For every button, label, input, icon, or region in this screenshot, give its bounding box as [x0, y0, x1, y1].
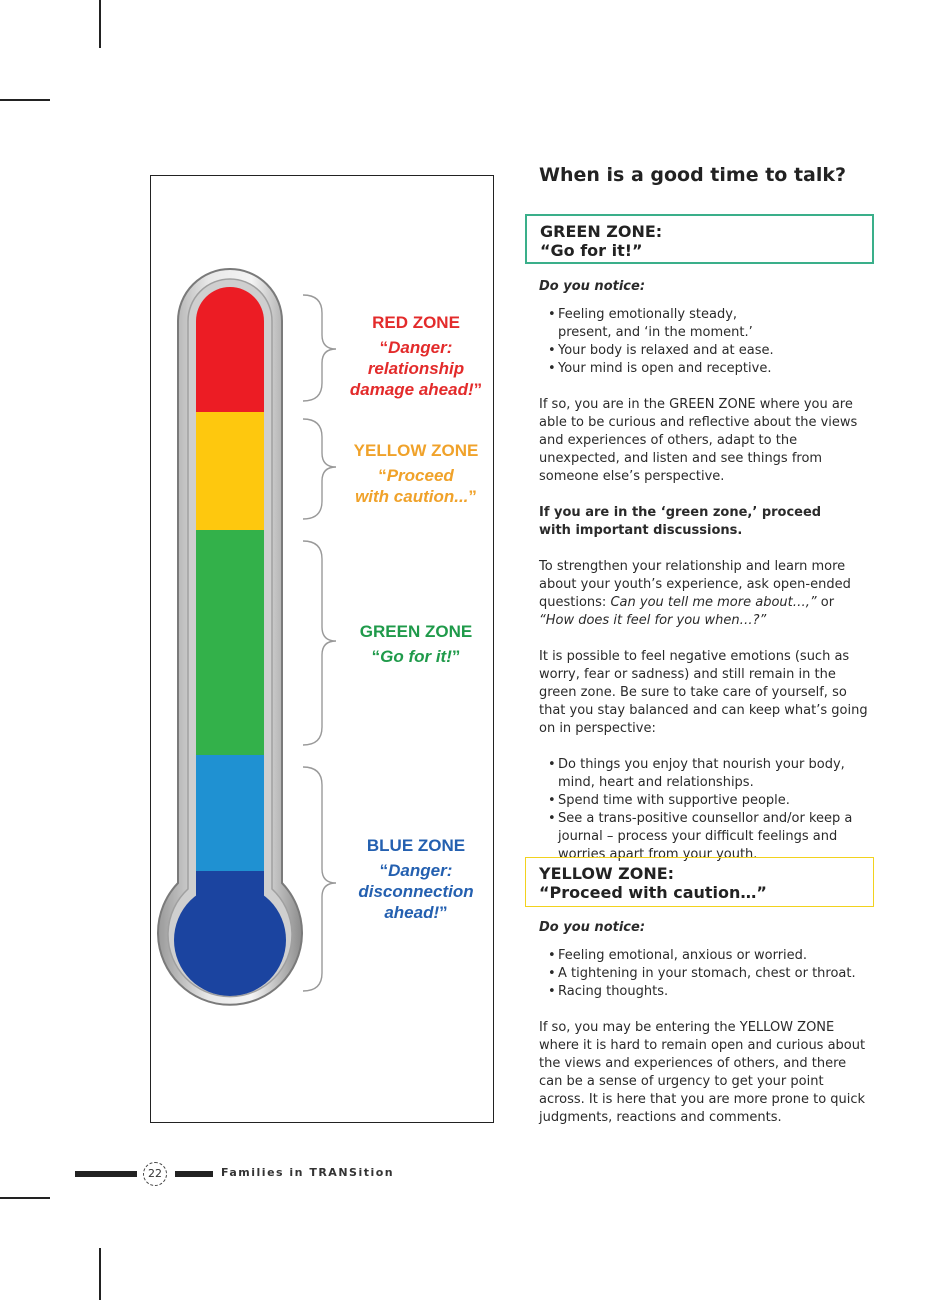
- green-zone-subheading: “Go for it!”: [540, 241, 643, 260]
- list-item: • Spend time with supportive people.: [539, 792, 874, 810]
- list-item: • Feeling emotional, anxious or worried.: [539, 947, 869, 965]
- blue-zone-name: BLUE ZONE: [366, 836, 466, 855]
- yellow-zone-fill: [196, 412, 264, 530]
- footer-bar-right: [175, 1171, 213, 1177]
- green-paragraph-3: It is possible to feel negative emotions (such as worry, fear or sadness) and still remain in the green zone. Be sure to take care of yourself, so that you stay balanced and can keep what’s going on in perspective:: [539, 649, 868, 736]
- green-zone-label: [331, 621, 501, 667]
- list-item: • Racing thoughts.: [539, 983, 869, 1001]
- yellow-zone-label: [331, 440, 501, 507]
- green-paragraph-1: If so, you are in the GREEN ZONE where you are able to be curious and reflective about the views and experiences of others, adapt to the unexpected, and listen and see things from someone else’s perspective.: [539, 397, 858, 484]
- green-zone-fill: [196, 530, 264, 755]
- yellow-zone-name: YELLOW ZONE: [353, 441, 479, 460]
- red-zone-name: RED ZONE: [372, 313, 460, 332]
- green-zone-heading: GREEN ZONE:: [540, 222, 663, 241]
- green-selfcare-list: [539, 756, 874, 864]
- blue-zone-quote: “Danger: disconnection ahead!”: [358, 861, 474, 922]
- page-title: When is a good time to talk?: [539, 164, 847, 186]
- yellow-zone-body: [539, 919, 879, 1127]
- yellow-zone-heading-box: [525, 857, 874, 907]
- yellow-paragraph-1: If so, you may be entering the YELLOW ZONE where it is hard to remain open and curious about the views and experiences of others, and there can be a sense of urgency to get your point across. It is here that you are more prone to quick judgments, reactions and comments.: [539, 1020, 866, 1125]
- crop-mark: [0, 1197, 50, 1199]
- red-zone-fill: [196, 285, 264, 412]
- list-item: • See a trans-positive counsellor and/or keep a journal – process your difficult feelings and worries apart from your youth.: [539, 810, 874, 864]
- list-item: • Your body is relaxed and at ease.: [539, 342, 784, 360]
- crop-mark: [99, 1248, 101, 1300]
- yellow-notice-heading: Do you notice:: [539, 920, 646, 935]
- crop-mark: [0, 99, 50, 101]
- light-blue-zone-fill: [196, 755, 264, 873]
- red-zone-label: [331, 312, 501, 400]
- footer-title: Families in TRANSition: [221, 1166, 395, 1179]
- footer-bar-left: [75, 1171, 137, 1177]
- green-zone-name: GREEN ZONE: [359, 622, 473, 641]
- green-notice-heading: Do you notice:: [539, 279, 646, 294]
- crop-mark: [99, 0, 101, 48]
- green-paragraph-2: To strengthen your relationship and learn more about your youth’s experience, ask open-ended questions: Can you tell me more about…,” or “How does it feel for you when…?”: [539, 559, 851, 628]
- yellow-notice-list: [539, 947, 869, 1001]
- green-notice-list: [539, 306, 784, 378]
- green-zone-heading-box: [525, 214, 874, 264]
- yellow-zone-heading: YELLOW ZONE:: [539, 864, 675, 883]
- list-item: • A tightening in your stomach, chest or throat.: [539, 965, 869, 983]
- green-zone-body: [539, 278, 879, 864]
- green-zone-quote: “Go for it!”: [371, 647, 461, 666]
- list-item: • Feeling emotionally steady, present, and ‘in the moment.’: [539, 306, 784, 342]
- page-number: 22: [143, 1162, 167, 1186]
- yellow-zone-quote: “Proceed with caution...”: [355, 466, 477, 506]
- list-item: • Your mind is open and receptive.: [539, 360, 784, 378]
- list-item: • Do things you enjoy that nourish your body, mind, heart and relationships.: [539, 756, 874, 792]
- yellow-zone-subheading: “Proceed with caution…”: [539, 883, 767, 902]
- blue-zone-label: [331, 835, 501, 923]
- green-bold-paragraph: If you are in the ‘green zone,’ proceed with important discussions.: [539, 505, 822, 538]
- red-zone-quote: “Danger: relationship damage ahead!”: [349, 338, 483, 399]
